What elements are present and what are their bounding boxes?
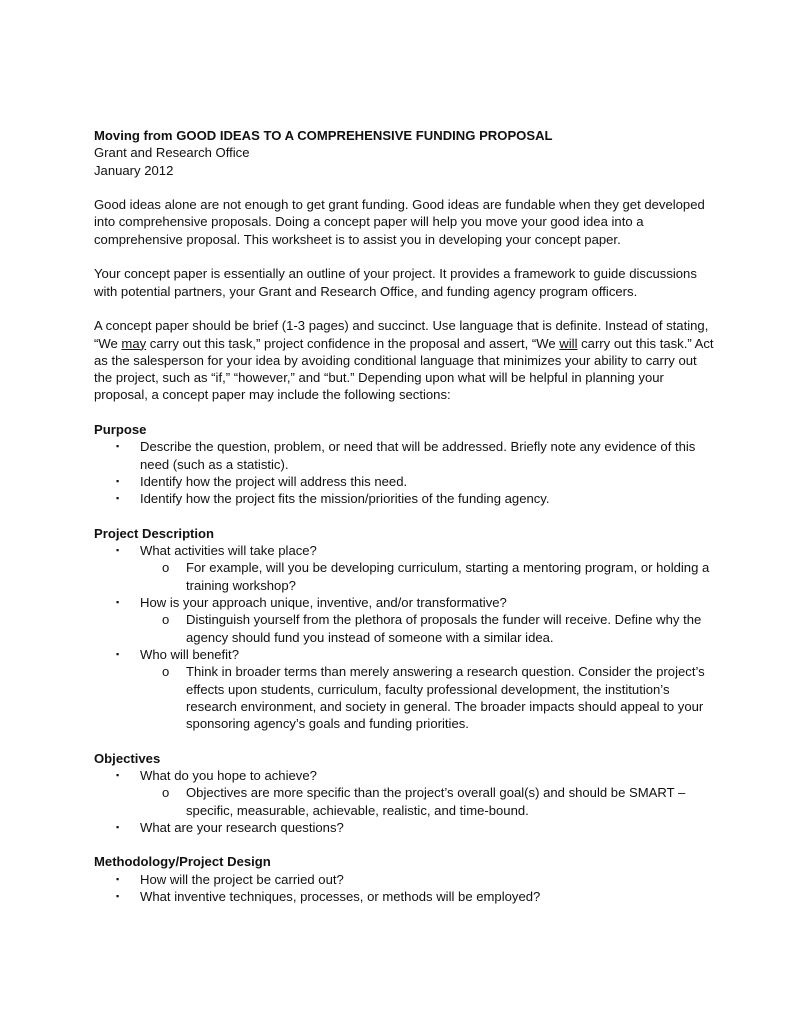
list-item: ▪ Who will benefit? o Think in broader terms than merely answering a research question. Consider the project’s effects upon students, curriculum, faculty professional development, the institution’s research environment, and society in general. The broader impacts should appeal to your sponsoring agency’s goals and funding priorities. [94, 646, 714, 732]
document-date: January 2012 [94, 162, 174, 178]
section-heading-project-description: Project Description [94, 525, 215, 541]
circle-bullet-icon: o [162, 664, 170, 680]
square-bullet-icon: ▪ [116, 821, 120, 832]
sub-list-item: o Distinguish yourself from the plethora of proposals the funder will receive. Define why the agency should fund you instead of someone with a similar idea. [162, 612, 702, 645]
list-item: ▪ How will the project be carried out? [116, 871, 344, 887]
document-body [94, 127, 714, 905]
underlined-will: will [559, 335, 578, 351]
circle-bullet-icon: o [162, 560, 170, 576]
square-bullet-icon: ▪ [116, 597, 120, 608]
document-title: Moving from GOOD IDEAS TO A COMPREHENSIVE FUNDING PROPOSAL [94, 128, 553, 143]
underlined-may: may [121, 335, 147, 351]
section-heading-objectives: Objectives [94, 750, 161, 766]
square-bullet-icon: ▪ [116, 769, 120, 780]
sub-list-item: o For example, will you be developing curriculum, starting a mentoring program, or holding a training workshop? [162, 560, 710, 593]
list-item: ▪ Identify how the project will address this need. [116, 473, 408, 489]
intro-paragraph-1: Good ideas alone are not enough to get grant funding. Good ideas are fundable when they get developed into comprehensive proposals. Doing a concept paper will help you move your good idea into a comprehensive proposal. This worksheet is to assist you in developing your concept paper. [94, 197, 705, 247]
list-item: ▪ How is your approach unique, inventive, and/or transformative? o Distinguish yourself from the plethora of proposals the funder will receive. Define why the agency should fund you instead of someone with a similar idea. [94, 594, 714, 646]
list-item: ▪ What activities will take place? o For example, will you be developing curriculum, starting a mentoring program, or holding a training workshop? [94, 542, 714, 594]
section-heading-purpose: Purpose [94, 422, 147, 438]
list-item: ▪ What are your research questions? [116, 819, 344, 835]
objectives-list [94, 767, 714, 836]
circle-bullet-icon: o [162, 612, 170, 628]
square-bullet-icon: ▪ [116, 648, 120, 659]
methodology-list [94, 871, 714, 906]
list-item: ▪ What do you hope to achieve? o Objectives are more specific than the project’s overall goal(s) and should be SMART – specific, measurable, achievable, realistic, and time-bound. [94, 767, 714, 819]
sub-list-item: o Objectives are more specific than the project’s overall goal(s) and should be SMART – specific, measurable, achievable, realistic, and time-bound. [162, 785, 686, 818]
office-name: Grant and Research Office [94, 145, 250, 161]
square-bullet-icon: ▪ [116, 891, 120, 902]
list-item: ▪ Describe the question, problem, or need that will be addressed. Briefly note any evidence of this need (such as a statistic). [116, 439, 696, 472]
intro-paragraph-3: A concept paper should be brief (1-3 pages) and succinct. Use language that is definite. Instead of stating, “We may carry out this task,” project confidence in the proposal and assert, “We will carry out this task.” Act as the salesperson for your idea by avoiding conditional language that minimizes your ability to carry out the project, such as “if,” “however,” and “but.” Depending upon what will be helpful in planning your proposal, a concept paper may include the following sections: [94, 318, 714, 403]
square-bullet-icon: ▪ [116, 441, 120, 452]
square-bullet-icon: ▪ [116, 545, 120, 556]
sub-list-item: o Think in broader terms than merely answering a research question. Consider the project’s effects upon students, curriculum, faculty professional development, the institution’s research environment, and society in general. The broader impacts should appeal to your sponsoring agency’s goals and funding priorities. [162, 664, 705, 732]
list-item: ▪ Identify how the project fits the mission/priorities of the funding agency. [116, 491, 550, 507]
intro-paragraph-2: Your concept paper is essentially an outline of your project. It provides a framework to guide discussions with potential partners, your Grant and Research Office, and funding agency program officers. [94, 266, 697, 299]
purpose-list [94, 438, 714, 507]
project-description-list [94, 542, 714, 732]
section-heading-methodology: Methodology/Project Design [94, 854, 271, 870]
square-bullet-icon: ▪ [116, 475, 120, 486]
list-item: ▪ What inventive techniques, processes, or methods will be employed? [116, 889, 541, 905]
square-bullet-icon: ▪ [116, 873, 120, 884]
square-bullet-icon: ▪ [116, 493, 120, 504]
circle-bullet-icon: o [162, 785, 170, 801]
